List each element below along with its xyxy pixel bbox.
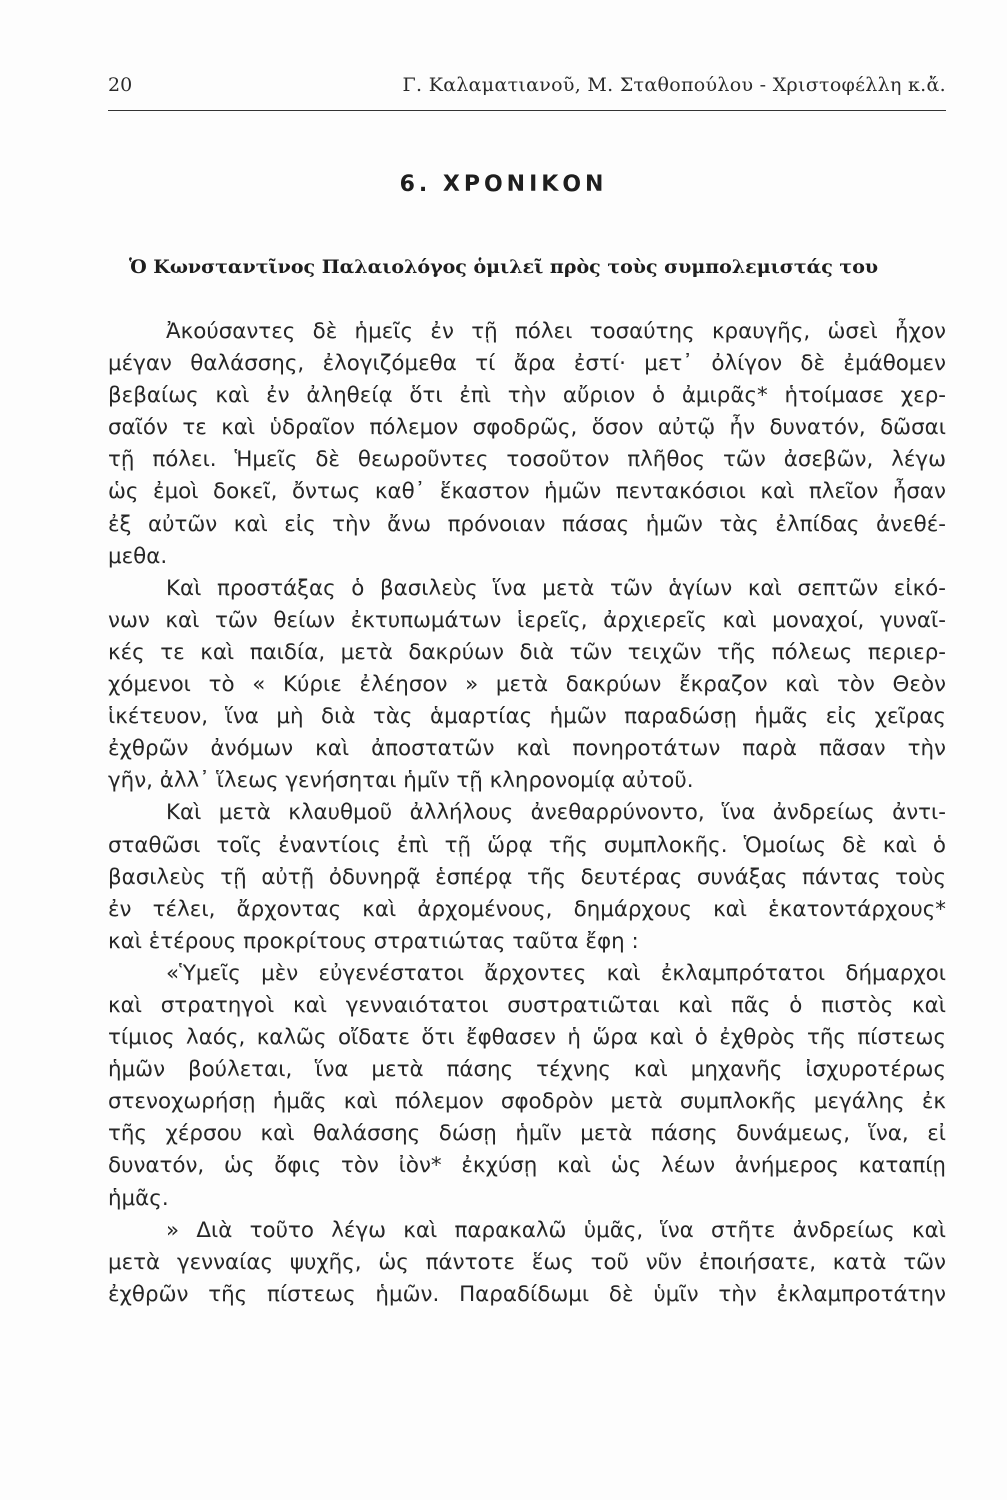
text-line: μεθα.: [108, 543, 168, 569]
section-title: 6. ΧΡΟΝΙΚΟΝ: [399, 172, 608, 197]
section-subtitle: Ὁ Κωνσταντῖνος Παλαιολόγος ὁμιλεῖ πρὸς τοὺς συμπολεμιστάς του: [128, 256, 879, 278]
text-line: μέγαν θαλάσσης, ἐλογιζόμεθα τί ἄρα ἐστί· μετ᾽ ὀλίγον δὲ ἐμάθομεν: [108, 351, 946, 377]
page-number: 20: [108, 74, 133, 96]
text-line: νων καὶ τῶν θείων ἐκτυπωμάτων ἱερεῖς, ἀρχιερεῖς καὶ μοναχοί, γυναῖ-: [108, 607, 946, 633]
text-line: ἡμῶν βούλεται, ἵνα μετὰ πάσης τέχνης καὶ μηχανῆς ἰσχυροτέρως: [108, 1057, 946, 1083]
text-line: βασιλεὺς τῇ αὐτῇ ὀδυνηρᾷ ἑσπέρᾳ τῆς δευτέρας συνάξας πάντας τοὺς: [108, 864, 946, 890]
running-head: [108, 70, 946, 106]
text-line: Καὶ προστάξας ὁ βασιλεὺς ἵνα μετὰ τῶν ἁγίων καὶ σεπτῶν εἰκό-: [166, 575, 946, 601]
text-line: καὶ ἑτέρους προκρίτους στρατιώτας ταῦτα ἔφη :: [108, 928, 639, 954]
text-line: «Ὑμεῖς μὲν εὐγενέστατοι ἄρχοντες καὶ ἐκλαμπρότατοι δήμαρχοι: [166, 960, 946, 986]
text-line: ἐν τέλει, ἄρχοντας καὶ ἀρχομένους, δημάρχους καὶ ἑκατοντάρχους*: [108, 896, 946, 922]
text-line: τῆς χέρσου καὶ θαλάσσης δώσῃ ἡμῖν μετὰ πάσης δυνάμεως, ἵνα, εἰ: [108, 1121, 946, 1147]
text-line: ἡμᾶς.: [108, 1185, 169, 1211]
running-head-authors: Γ. Καλαματιανοῦ, Μ. Σταθοπούλου - Χριστοφέλλη κ.ἄ.: [402, 74, 946, 96]
text-line: ἐξ αὐτῶν καὶ εἰς τὴν ἄνω πρόνοιαν πάσας ἡμῶν τὰς ἐλπίδας ἀνεθέ-: [108, 511, 946, 537]
text-line: σαῖόν τε καὶ ὑδραῖον πόλεμον σφοδρῶς, ὅσον αὐτῷ ἦν δυνατόν, δῶσαι: [108, 415, 946, 441]
text-line: ὡς ἐμοὶ δοκεῖ, ὄντως καθ᾽ ἕκαστον ἡμῶν πεντακόσιοι καὶ πλεῖον ἦσαν: [108, 479, 946, 505]
text-line: τῇ πόλει. Ἡμεῖς δὲ θεωροῦντες τοσοῦτον πλῆθος τῶν ἀσεβῶν, λέγω: [108, 447, 946, 473]
text-line: δυνατόν, ὡς ὄφις τὸν ἰὸν* ἐκχύσῃ καὶ ὡς λέων ἀνήμερος καταπίῃ: [108, 1153, 946, 1179]
header-rule: [108, 110, 946, 111]
text-line: χόμενοι τὸ « Κύριε ἐλέησον » μετὰ δακρύων ἔκραζον καὶ τὸν Θεὸν: [108, 672, 946, 698]
text-line: σταθῶσι τοῖς ἐναντίοις ἐπὶ τῇ ὥρᾳ τῆς συμπλοκῆς. Ὁμοίως δὲ καὶ ὁ: [108, 832, 946, 858]
text-line: Καὶ μετὰ κλαυθμοῦ ἀλλήλους ἀνεθαρρύνοντο, ἵνα ἀνδρείως ἀντι-: [166, 800, 946, 826]
text-line: γῆν, ἀλλ᾽ ἵλεως γενήσηται ἡμῖν τῇ κληρονομίᾳ αὐτοῦ.: [108, 768, 694, 794]
text-line: βεβαίως καὶ ἐν ἀληθείᾳ ὅτι ἐπὶ τὴν αὔριον ὁ ἀμιρᾶς* ἡτοίμασε χερ-: [108, 383, 946, 409]
text-line: ἐχθρῶν τῆς πίστεως ἡμῶν. Παραδίδωμι δὲ ὑμῖν τὴν ἐκλαμπροτάτην: [108, 1281, 946, 1307]
text-line: Ἀκούσαντες δὲ ἡμεῖς ἐν τῇ πόλει τοσαύτης κραυγῆς, ὡσεὶ ἦχον: [166, 319, 946, 344]
text-line: » Διὰ τοῦτο λέγω καὶ παρακαλῶ ὑμᾶς, ἵνα στῆτε ἀνδρείως καὶ: [166, 1217, 946, 1243]
text-line: κές τε καὶ παιδία, μετὰ δακρύων διὰ τῶν τειχῶν τῆς πόλεως περιερ-: [108, 639, 946, 665]
body-text: [108, 316, 946, 1311]
text-line: καὶ στρατηγοὶ καὶ γενναιότατοι συστρατιῶται καὶ πᾶς ὁ πιστὸς καὶ: [108, 992, 946, 1018]
text-line: στενοχωρήσῃ ἡμᾶς καὶ πόλεμον σφοδρὸν μετὰ συμπλοκῆς μεγάλης ἐκ: [108, 1089, 946, 1115]
text-line: τίμιος λαός, καλῶς οἴδατε ὅτι ἔφθασεν ἡ ὥρα καὶ ὁ ἐχθρὸς τῆς πίστεως: [108, 1025, 946, 1051]
text-line: ἐχθρῶν ἀνόμων καὶ ἀποστατῶν καὶ πονηροτάτων παρὰ πᾶσαν τὴν: [108, 736, 946, 762]
text-line: ἱκέτευον, ἵνα μὴ διὰ τὰς ἁμαρτίας ἡμῶν παραδώσῃ ἡμᾶς εἰς χεῖρας: [108, 704, 946, 730]
text-line: μετὰ γενναίας ψυχῆς, ὡς πάντοτε ἕως τοῦ νῦν ἐποιήσατε, κατὰ τῶν: [108, 1249, 946, 1275]
